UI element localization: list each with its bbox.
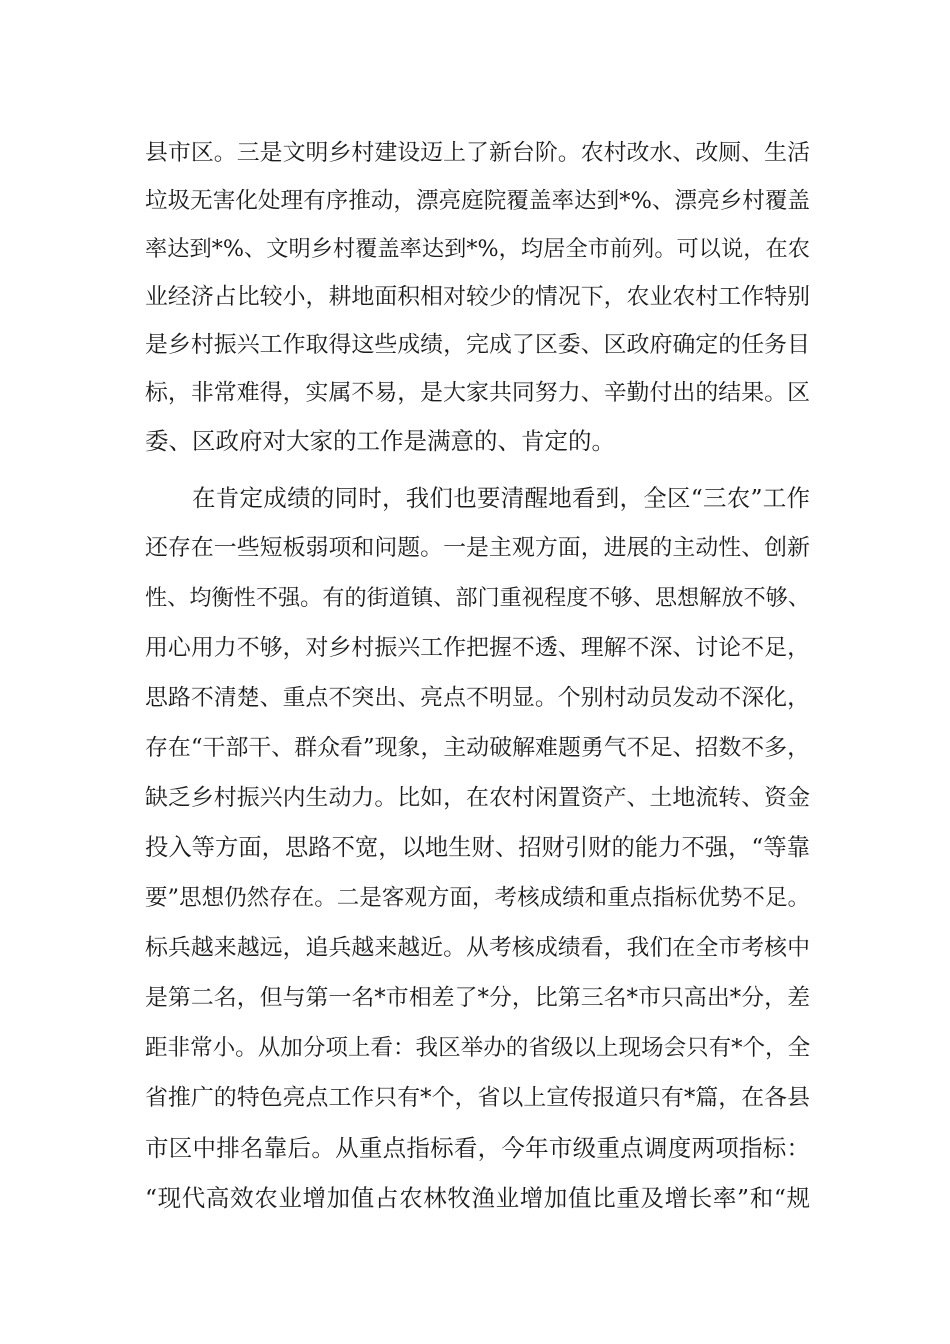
text-line: 业经济占比较小，耕地面积相对较少的情况下，农业农村工作特别 [145,284,810,310]
text-line: 距非常小。从加分项上看：我区举办的省级以上现场会只有*个，全 [145,1035,811,1061]
text-line: 是第二名，但与第一名*市相差了*分，比第三名*市只高出*分，差 [145,985,810,1011]
text-line: 省推广的特色亮点工作只有*个，省以上宣传报道只有*篇，在各县 [145,1085,810,1111]
text-line: 是乡村振兴工作取得这些成绩，完成了区委、区政府确定的任务目 [145,332,810,358]
text-line: 在肯定成绩的同时，我们也要清醒地看到，全区“三农”工作 [192,484,810,512]
text-line: 率达到*%、文明乡村覆盖率达到*%，均居全市前列。可以说，在农 [145,236,810,262]
text-line: 县市区。三是文明乡村建设迈上了新台阶。农村改水、改厕、生活 [145,140,810,166]
text-line: 垃圾无害化处理有序推动，漂亮庭院覆盖率达到*%、漂亮乡村覆盖 [145,188,810,214]
text-line: 思路不清楚、重点不突出、亮点不明显。个别村动员发动不深化， [145,685,810,711]
text-line: 缺乏乡村振兴内生动力。比如，在农村闲置资产、土地流转、资金 [145,785,810,811]
text-line: 市区中排名靠后。从重点指标看，今年市级重点调度两项指标： [145,1134,810,1162]
text-line: 性、均衡性不强。有的街道镇、部门重视程度不够、思想解放不够、 [145,585,810,611]
text-line: 要”思想仍然存在。二是客观方面，考核成绩和重点指标优势不足。 [145,885,810,911]
text-line: 用心用力不够，对乡村振兴工作把握不透、理解不深、讨论不足， [145,635,810,661]
text-line: “现代高效农业增加值占农林牧渔业增加值比重及增长率”和“规 [145,1184,810,1212]
text-line: 还存在一些短板弱项和问题。一是主观方面，进展的主动性、创新 [145,535,810,561]
text-line: 投入等方面，思路不宽，以地生财、招财引财的能力不强，“等靠 [145,834,810,861]
text-line: 标兵越来越远，追兵越来越近。从考核成绩看，我们在全市考核中 [145,935,810,961]
text-line: 存在“干部干、群众看”现象，主动破解难题勇气不足、招数不多， [145,735,810,761]
text-line: 标，非常难得，实属不易，是大家共同努力、辛勤付出的结果。区 [145,380,810,406]
text-line: 委、区政府对大家的工作是满意的、肯定的。 [145,427,615,455]
